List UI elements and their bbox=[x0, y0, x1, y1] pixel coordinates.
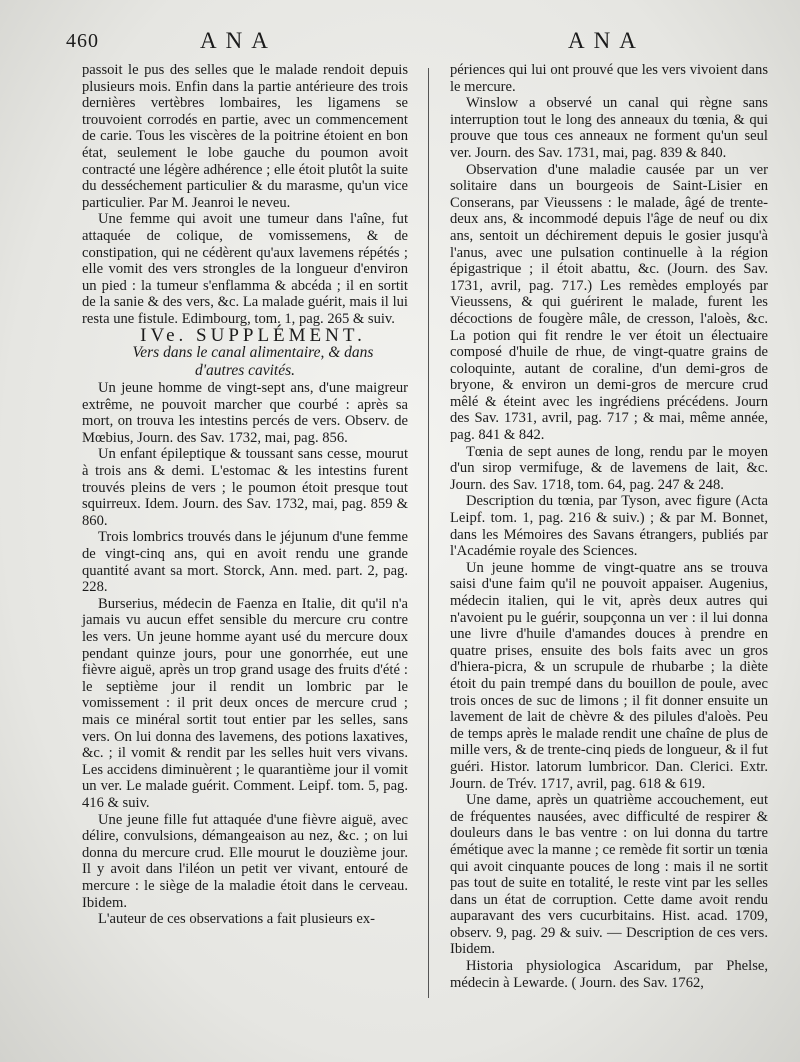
paragraph: Tœnia de sept aunes de long, rendu par le moyen d'un sirop vermifuge, & de lavemens de lait, &c. Journ. des Sav. 1718, tom. 64, pag. 247 & 248. bbox=[450, 443, 768, 493]
section-subheading: Vers dans le canal alimentaire, & dans d'autres cavités. bbox=[132, 344, 374, 380]
running-head-right: ANA bbox=[568, 28, 645, 53]
page-number: 460 bbox=[66, 30, 99, 52]
paragraph: L'auteur de ces observations a fait plusieurs ex- bbox=[98, 911, 375, 928]
paragraph: Burserius, médecin de Faenza en Italie, dit qu'il n'a jamais vu aucun effet sensible du mercure cru contre les vers. Un jeune homme ayant usé du mercure doux pendant quinze jours, pour une gonorrhée, eut une fièvre aiguë, après un trop grand usage des fruits d'été : le septième jour il rendit un lombric par le vomissement : il prit deux onces de mercure crud ; mais ce minéral sortit tout entier par les selles, sans vers. On lui donna des lavemens, des potions laxatives, &c. ; il vomit & rendit par les selles huit vers vivans. Les accidens diminuèrent ; le quarantième jour il vomit un ver. Le malade guérit. Comment. Leipf. tom. 5, pag. 416 & suiv. bbox=[82, 595, 408, 811]
paragraph: Un enfant épileptique & toussant sans cesse, mourut à trois ans & demi. L'estomac & les intestins furent trouvés pleins de vers ; le poumon étoit presque tout squirreux. Idem. Journ. des Sav. 1732, mai, pag. 859 & 860. bbox=[82, 446, 408, 529]
paragraph: périences qui lui ont prouvé que les vers vivoient dans le mercure. bbox=[450, 62, 768, 95]
paragraph: Winslow a observé un canal qui règne sans interruption tout le long des anneaux du tœnia, & qui prouve que tous ces anneaux ne forment qu'un seul ver. Journ. des Sav. 1731, mai, pag. 839 & 840. bbox=[450, 95, 768, 161]
paragraph: Description du tœnia, par Tyson, avec figure (Acta Leipf. tom. 1, pag. 216 & suiv.) ; & par M. Bonnet, dans les Mémoires des Savans étrangers, publiés par l'Académie royale des Sciences. bbox=[450, 493, 768, 560]
paragraph: Un jeune homme de vingt-quatre ans se trouva saisi d'une faim qu'il ne pouvoit appaiser. Augenius, médecin italien, qui le vit, après deux autres qui n'avoient pu le guérir, soupçonna un ver : il lui donna une livre d'huile d'amandes douces à prendre en quatre prises, ensuite des bols faits avec un gros d'hiera-picra, & un scrupule de rhubarbe ; la diète étoit du pain trempé dans du bouillon de poule, avec trois onces de suc de limons ; il fit donner ensuite un lavement de lait de chèvre & des pilules d'aloès. Peu de temps après le malade rendit une chaîne de plus de mille vers, & de trente-cinq pieds de longueur, & il fut guéri. Histor. latorum lumbricor. Dan. Clerici. Extr. Journ. de Trév. 1717, avril, pag. 618 & 619. bbox=[450, 559, 768, 792]
paragraph: Une femme qui avoit une tumeur dans l'aîne, fut attaquée de colique, de vomissemens, & de constipation, qui ne cédèrent qu'aux lavemens répétés ; elle vomit des vers strongles de la longueur d'environ un pied : la tumeur s'enflamma & abcéda ; il en sortit de la sanie & des vers, &c. La malade guérit, mais il lui resta une fistule. Edimbourg, tom. 1, pag. 265 & suiv. bbox=[82, 211, 408, 327]
running-head-left: ANA bbox=[200, 28, 277, 53]
left-column bbox=[82, 62, 408, 928]
section-heading: IVe. SUPPLÉMENT. bbox=[140, 324, 366, 346]
paragraph: Une dame, après un quatrième accouchement, eut de fréquentes nausées, avec difficulté de respirer & douleurs dans le bas ventre : on lui donna du tartre émétique avec la manne ; ce remède fit sortir un tœnia qui avoit cinquante pouces de long : mais il ne sortit pas tout de suite en totalité, le reste vint par les selles dans un état de corruption. Cette dame avoit rendu auparavant des vers cucurbitains. Hist. acad. 1709, observ. 9, pag. 29 & suiv. — Description de ces vers. Ibidem. bbox=[450, 792, 768, 958]
right-column bbox=[450, 62, 768, 991]
paragraph: Trois lombrics trouvés dans le jéjunum d'une femme de vingt-cinq ans, qui en avoit rendu une grande quantité avant sa mort. Storck, Ann. med. part. 2, pag. 228. bbox=[82, 529, 408, 596]
paragraph: Observation d'une maladie causée par un ver solitaire dans un bourgeois de Saint-Lisier en Conserans, par Vieussens : le malade, âgé de trente-deux ans, & incommodé depuis l'âge de neuf ou dix ans, sentoit un déchirement depuis le gosier jusqu'à l'anus, avec une pulsation continuelle à la région épigastrique ; il étoit abattu, &c. (Journ. des Sav. 1731, avril, pag. 717.) Les remèdes employés par Vieussens, & qui guérirent le malade, furent les décoctions de fougère mâle, de cresson, l'aloès, &c. La potion qui fit rendre le ver étoit un électuaire composé d'huile de rhue, de vingt-quatre grains de coloquinte, autant de coraline, d'un demi-gros de bryone, & environ un demi-gros de mercure crud mêlé & éteint avec les ingrédiens précédens. Journ des Sav. 1731, avril, pag. 717 ; & mai, même année, pag. 841 & 842. bbox=[450, 161, 768, 444]
paragraph: Une jeune fille fut attaquée d'une fièvre aiguë, avec délire, convulsions, démangeaison au nez, &c. ; on lui donna du mercure crud. Elle mourut le douzième jour. Il y avoit dans l'iléon un petit ver vivant, entouré de mercure : le siège de la maladie étoit dans le cerveau. Ibidem. bbox=[82, 811, 408, 911]
column-divider bbox=[428, 68, 429, 998]
paragraph: passoit le pus des selles que le malade rendoit depuis plusieurs mois. Enfin dans la partie antérieure des trois dernières vertèbres lombaires, les ligamens se trouvoient corrodés en partie, avec un commencement de carie. Tous les viscères de la poitrine étoient en bon état, seulement le lobe gauche du poumon avoit contracté une légère adhérence ; elle étoit plutôt la suite du desséchement particulier & du marasme, qu'un vice particulier. Par M. Jeanroi le neveu. bbox=[82, 62, 408, 211]
paragraph: Historia physiologica Ascaridum, par Phelse, médecin à Lewarde. ( Journ. des Sav. 1762, bbox=[450, 958, 768, 991]
page-header bbox=[0, 22, 800, 58]
paragraph: Un jeune homme de vingt-sept ans, d'une maigreur extrême, ne pouvoit marcher que courbé : après sa mort, on trouva les intestins percés de vers. Observ. de Mœbius, Journ. des Sav. 1732, mai, pag. 856. bbox=[82, 380, 408, 446]
